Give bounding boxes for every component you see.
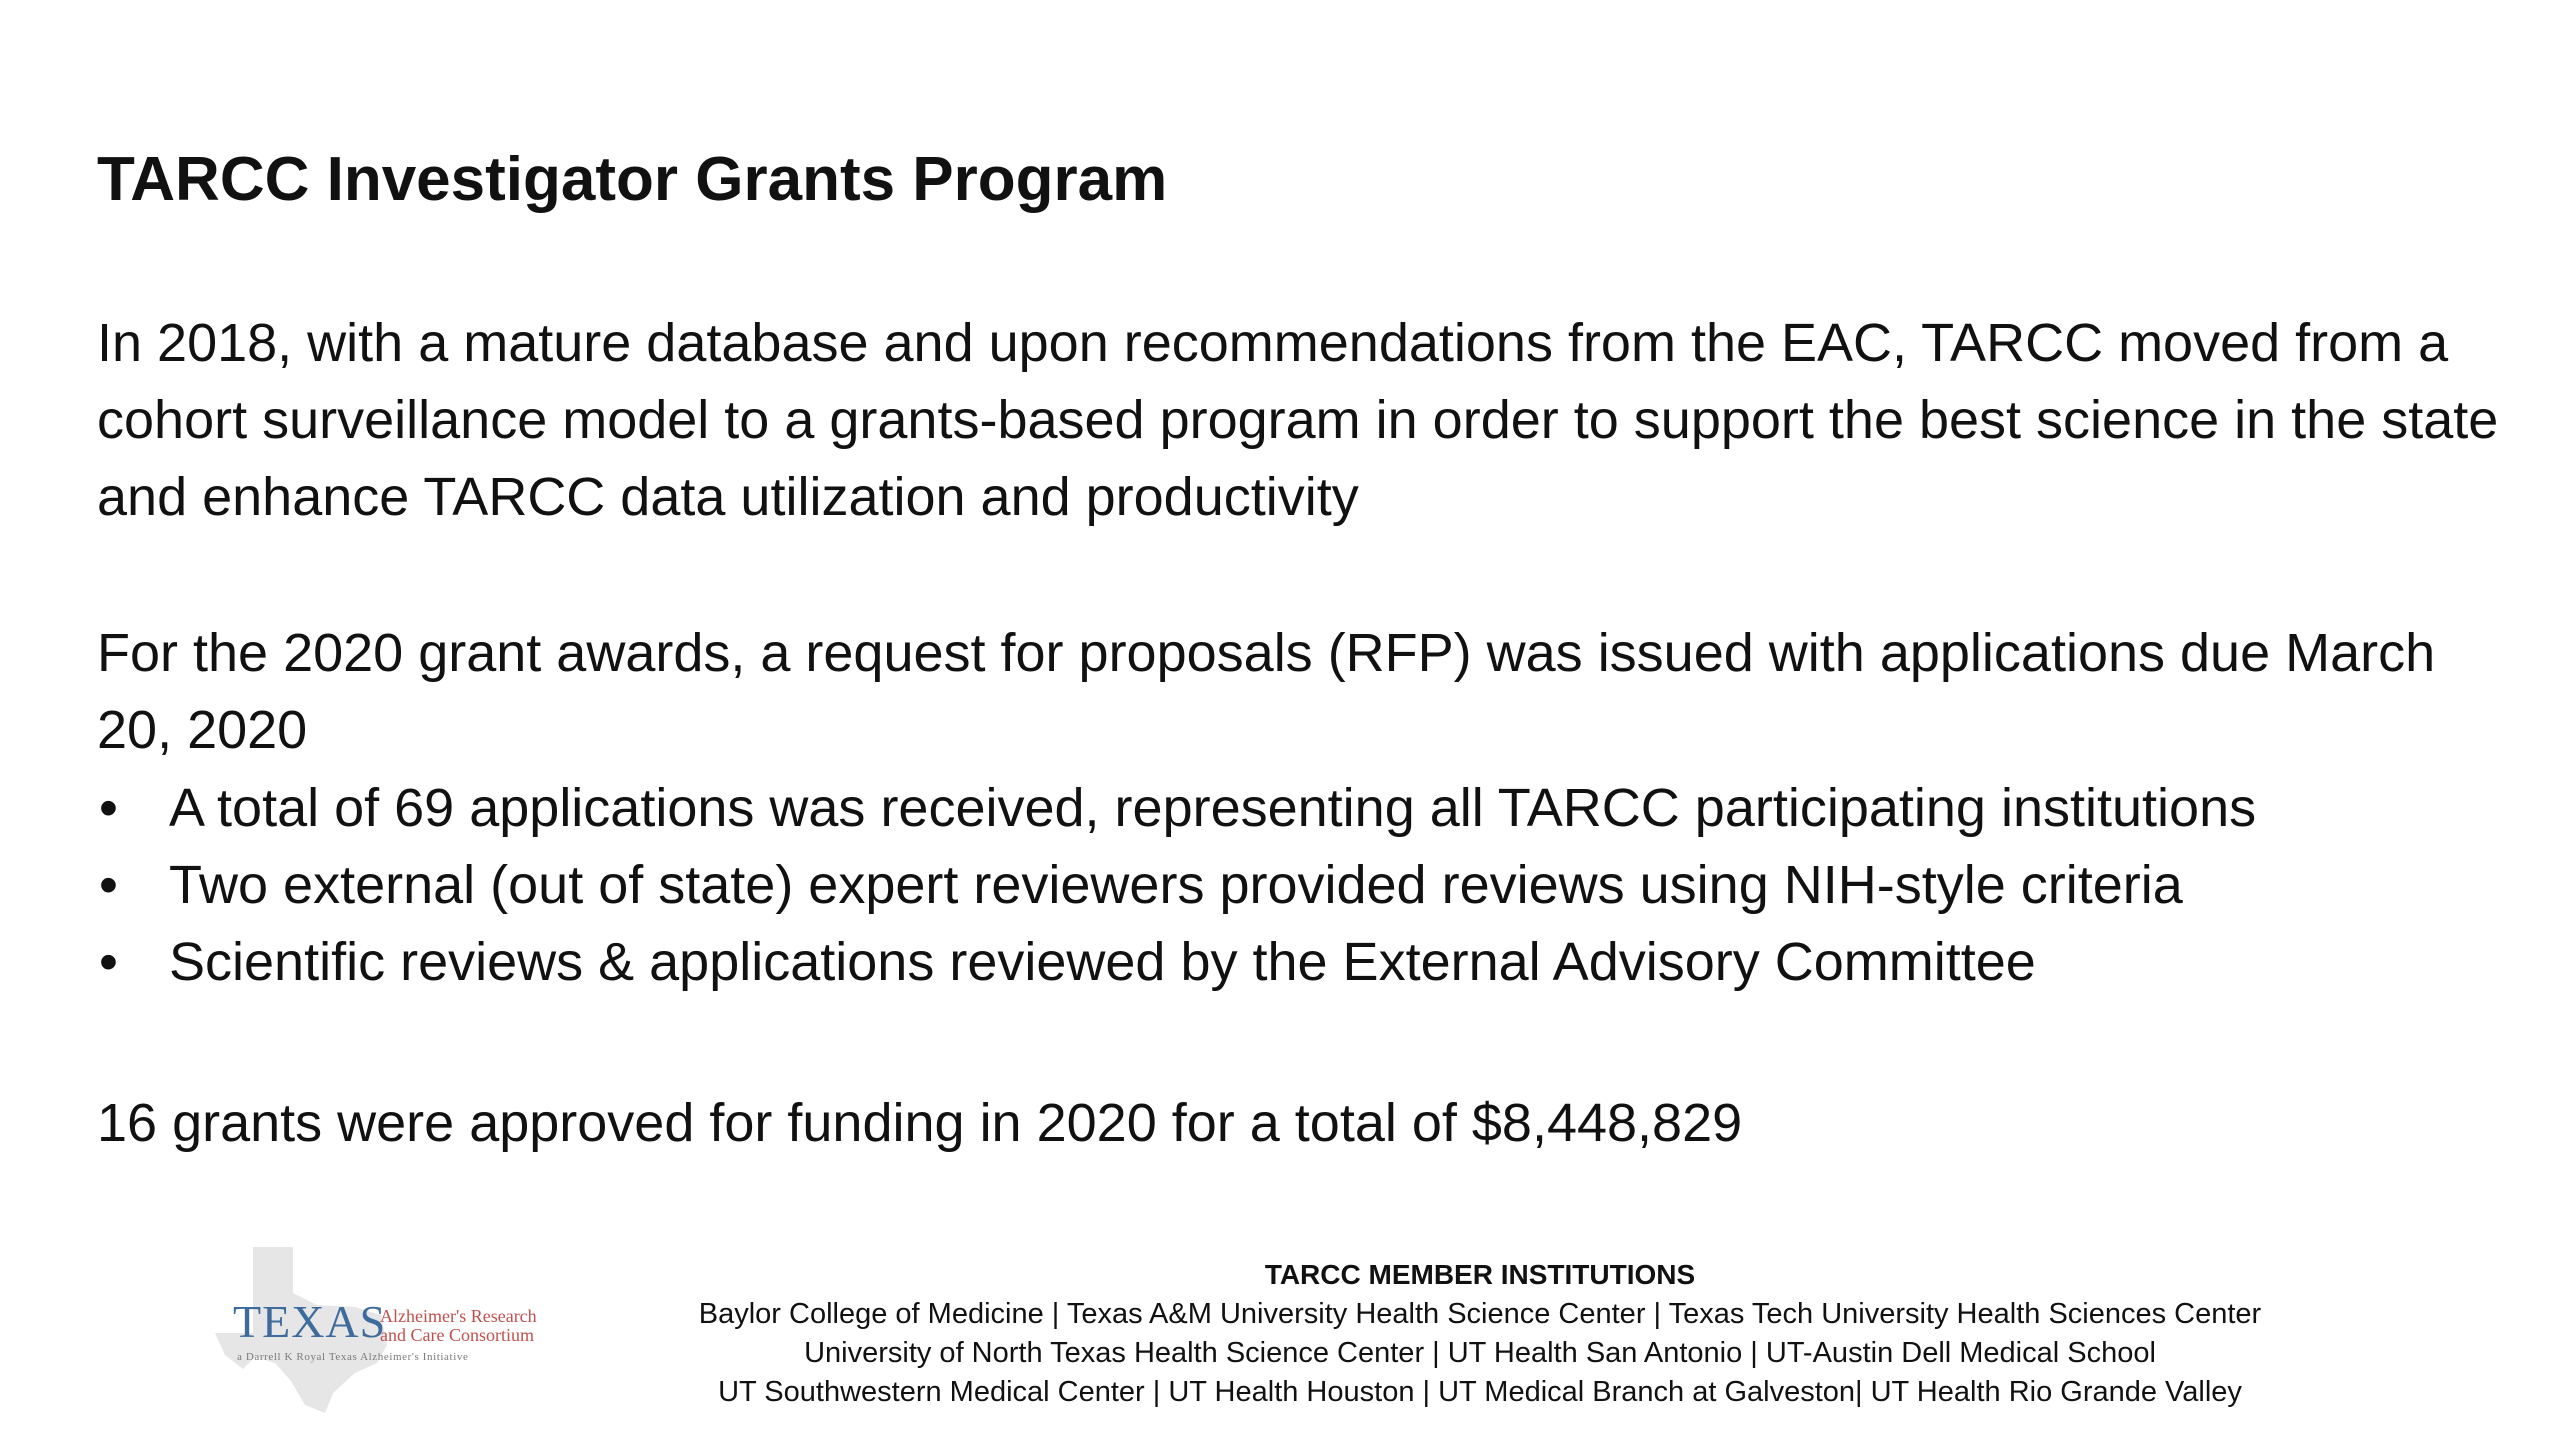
bullet-dot-icon: • xyxy=(99,855,118,915)
member-institutions-heading: TARCC MEMBER INSTITUTIONS xyxy=(1264,1259,1696,1290)
member-institutions-line: Baylor College of Medicine | Texas A&M University Health Science Center | Texas Tech University Health Sciences Center xyxy=(698,1298,2262,1330)
logo-side-line: and Care Consortium xyxy=(380,1325,534,1345)
bullet-list xyxy=(97,770,2256,1001)
bullet-text: Scientific reviews & applications reviewed by the External Advisory Committee xyxy=(169,932,2036,992)
bullet-dot-icon: • xyxy=(99,778,118,838)
paragraph-2018-history: In 2018, with a mature database and upon recommendations from the EAC, TARCC moved from a cohort surveillance model to a grants-based program in order to support the best science in the state and enhance TARCC data utilization and productivity xyxy=(97,313,2499,527)
logo-side-line: Alzheimer's Research xyxy=(380,1306,537,1326)
logo-wordmark: TEXAS xyxy=(233,1296,387,1347)
bullet-item xyxy=(97,924,2256,1001)
logo-tagline: a Darrell K Royal Texas Alzheimer's Initiative xyxy=(237,1351,469,1363)
member-institutions-line: University of North Texas Health Science Center | UT Health San Antonio | UT-Austin Dell Medical School xyxy=(804,1337,2156,1369)
bullet-dot-icon: • xyxy=(99,932,118,992)
paragraph-2020-rfp: For the 2020 grant awards, a request for proposals (RFP) was issued with applications due March 20, 2020 xyxy=(97,623,2436,760)
member-institutions xyxy=(640,1255,2320,1412)
member-institutions-line: UT Southwestern Medical Center | UT Health Houston | UT Medical Branch at Galveston| UT Health Rio Grande Valley xyxy=(718,1376,2242,1408)
logo-consortium-name xyxy=(380,1307,537,1345)
bullet-item xyxy=(97,847,2256,924)
paragraph-funding-total: 16 grants were approved for funding in 2020 for a total of $8,448,829 xyxy=(97,1093,1743,1153)
bullet-text: A total of 69 applications was received, representing all TARCC participating institutions xyxy=(169,778,2257,838)
bullet-item xyxy=(97,770,2256,847)
bullet-text: Two external (out of state) expert reviewers provided reviews using NIH-style criteria xyxy=(169,855,2183,915)
slide-title: TARCC Investigator Grants Program xyxy=(97,145,1168,214)
tarcc-logo xyxy=(205,1245,585,1415)
